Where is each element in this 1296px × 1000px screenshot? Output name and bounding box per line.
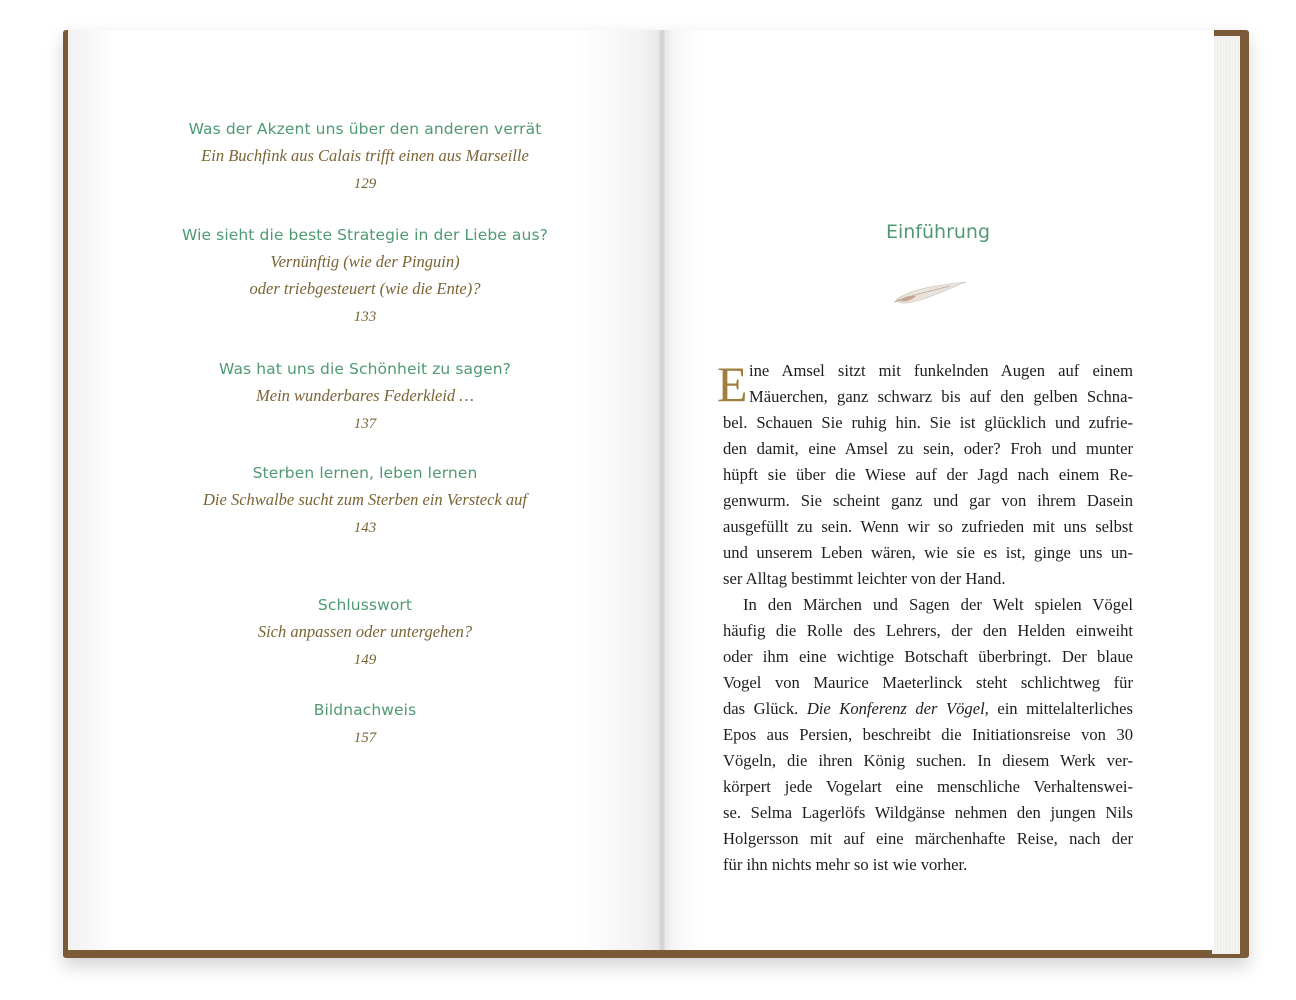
toc-entry <box>68 116 662 199</box>
toc-entry <box>68 460 662 543</box>
toc-entry-page: 157 <box>353 730 377 746</box>
toc-entry-title: Sterben lernen, leben lernen <box>252 464 478 482</box>
toc-entry-title: Was der Akzent uns über den anderen verrät <box>188 120 542 138</box>
toc-entry-subtitle: Sich anpassen oder untergehen? <box>257 622 473 641</box>
toc-entry-subtitle: Mein wunderbares Federkleid … <box>256 386 474 405</box>
toc-entry-page: 133 <box>353 309 377 325</box>
toc-entry-page: 129 <box>353 176 377 192</box>
text-line: Vogel von Maurice Maeterlinck steht schlichtweg für <box>723 673 1133 692</box>
text-line: häufig die Rolle des Lehrers, der den Helden einweiht <box>723 621 1133 640</box>
toc-entry-subtitle: Die Schwalbe sucht zum Sterben ein Versteck auf <box>203 490 527 509</box>
toc-entry <box>68 356 662 439</box>
text-line: körpert jede Vogelart eine menschliche Verhaltenswei- <box>723 777 1133 796</box>
toc-entry-page: 137 <box>353 416 377 432</box>
toc-entry-subtitle: oder triebgesteuert (wie die Ente)? <box>249 279 481 298</box>
book-gutter <box>659 30 665 950</box>
text-segment: das Glück. <box>723 699 807 718</box>
text-line: oder ihm eine wichtige Botschaft überbringt. Der blaue <box>723 647 1133 666</box>
text-line: für ihn nichts mehr so ist wie vorher. <box>723 855 968 874</box>
toc-entry-title: Was hat uns die Schönheit zu sagen? <box>219 360 511 378</box>
page-edges <box>1212 36 1240 954</box>
text-line: Vögeln, die ihren König suchen. In diesem Werk ver- <box>723 751 1133 770</box>
text-line: genwurm. Sie scheint ganz und gar von ihrem Dasein <box>723 491 1133 510</box>
toc-entry <box>68 592 662 675</box>
text-line: hüpft sie über die Wiese auf der Jagd nach einem Re- <box>723 465 1133 484</box>
toc-entry-subtitle: Ein Buchfink aus Calais trifft einen aus Marseille <box>201 146 529 165</box>
toc-entry <box>68 222 662 332</box>
chapter-body <box>717 356 1133 878</box>
toc-entry <box>68 697 662 753</box>
text-line: ausgefüllt zu sein. Wenn wir so zufrieden mit uns selbst <box>723 517 1133 536</box>
toc-entry-title: Schlusswort <box>317 596 413 614</box>
text-line: Holgersson mit auf eine märchenhafte Reise, nach der <box>723 829 1133 848</box>
text-line: In den Märchen und Sagen der Welt spielen Vögel <box>743 595 1133 614</box>
text-line: den damit, eine Amsel zu sein, oder? Froh und munter <box>723 439 1133 458</box>
text-line: bel. Schauen Sie ruhig hin. Sie ist glücklich und zufrie- <box>723 413 1133 432</box>
drop-cap: E <box>717 356 748 412</box>
book-title-italic: Die Konferenz der Vögel, <box>806 699 989 718</box>
toc-entry-title: Bildnachweis <box>313 701 417 719</box>
text-line: ine Amsel sitzt mit funkelnden Augen auf einem <box>749 361 1133 380</box>
toc-entry-page: 149 <box>353 652 377 668</box>
text-segment: ein mittelalterliches <box>988 699 1133 718</box>
text-line: Epos aus Persien, beschreibt die Initiationsreise von 30 <box>723 725 1133 744</box>
toc-entry-title: Wie sieht die beste Strategie in der Liebe aus? <box>182 226 548 244</box>
text-line: und unserem Leben wären, wie sie es ist, ginge uns un- <box>723 543 1133 562</box>
text-line: ser Alltag bestimmt leichter von der Hand. <box>723 569 1006 588</box>
text-line: se. Selma Lagerlöfs Wildgänse nehmen den jungen Nils <box>723 803 1133 822</box>
left-page-contents <box>68 30 662 950</box>
chapter-title: Einführung <box>885 221 991 243</box>
toc-entry-subtitle: Vernünftig (wie der Pinguin) <box>270 252 460 271</box>
toc-entry-page: 143 <box>353 520 377 536</box>
text-line <box>723 696 1133 722</box>
text-line: Mäuerchen, ganz schwarz bis auf den gelben Schna- <box>749 387 1133 406</box>
feather-icon <box>890 280 970 308</box>
